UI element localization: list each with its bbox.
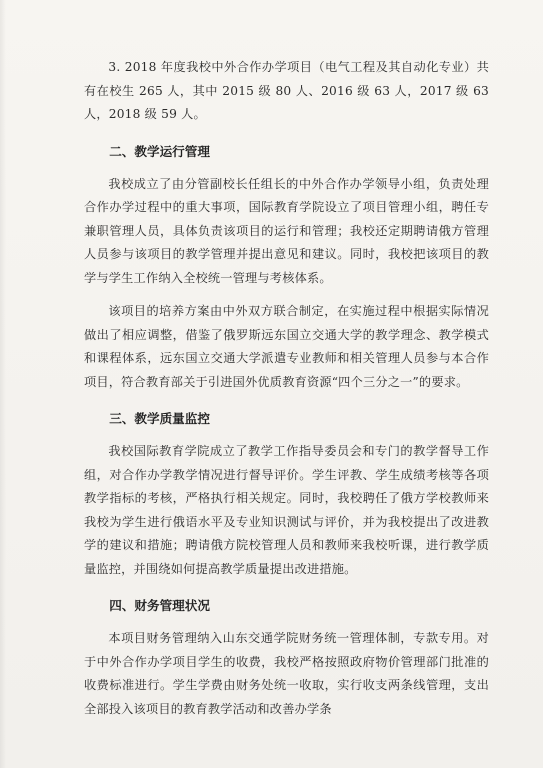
paragraph-finance: 本项目财务管理纳入山东交通学院财务统一管理体制，专款专用。对于中外合作办学项目学生的收费，我校严格按照政府物价管理部门批准的收费标准进行。学生学费由财务处统一收取，实行收支两条线管理，支出全部投入该项目的教育教学活动和改善办学条 bbox=[84, 631, 489, 716]
heading-financial-management: 四、财务管理状况 bbox=[109, 598, 210, 613]
scan-edge-shadow bbox=[0, 0, 6, 768]
paragraph-training-plan: 该项目的培养方案由中外双方联合制定，在实施过程中根据实际情况做出了相应调整，借鉴了俄罗斯远东国立交通大学的教学理念、教学模式和课程体系，远东国立交通大学派遣专业教师和相关管理人员参与本合作项目，符合教育部关于引进国外优质教育资源“四个三分之一”的要求。 bbox=[84, 304, 489, 389]
paragraph-leadership-group: 我校成立了由分管副校长任组长的中外合作办学领导小组，负责处理合作办学过程中的重大事项，国际教育学院设立了项目管理小组，聘任专兼职管理人员，具体负责该项目的运行和管理；我校还定期聘请俄方管理人员参与该项目的教学管理并提出意见和建议。同时，我校把该项目的教学与学生工作纳入全校统一管理与考核体系。 bbox=[84, 176, 489, 285]
paragraph-supervision: 我校国际教育学院成立了教学工作指导委员会和专门的教学督导工作组，对合作办学教学情况进行督导评价。学生评教、学生成绩考核等各项教学指标的考核，严格执行相关规定。同时，我校聘任了俄方学校教师来我校为学生进行俄语水平及专业知识测试与评价，并为我校提出了改进教学的建议和措施；聘请俄方院校管理人员和教师来我校听课，进行教学质量监控，并围绕如何提高教学质量提出改进措施。 bbox=[84, 444, 489, 576]
heading-quality-monitoring: 三、教学质量监控 bbox=[109, 411, 210, 426]
paragraph-enrollment: 3. 2018 年度我校中外合作办学项目（电气工程及其自动化专业）共有在校生 265 人，其中 2015 级 80 人、2016 级 63 人，2017 级 63 人，2018 级 59 人。 bbox=[84, 60, 489, 121]
heading-teaching-operation: 二、教学运行管理 bbox=[109, 143, 210, 159]
